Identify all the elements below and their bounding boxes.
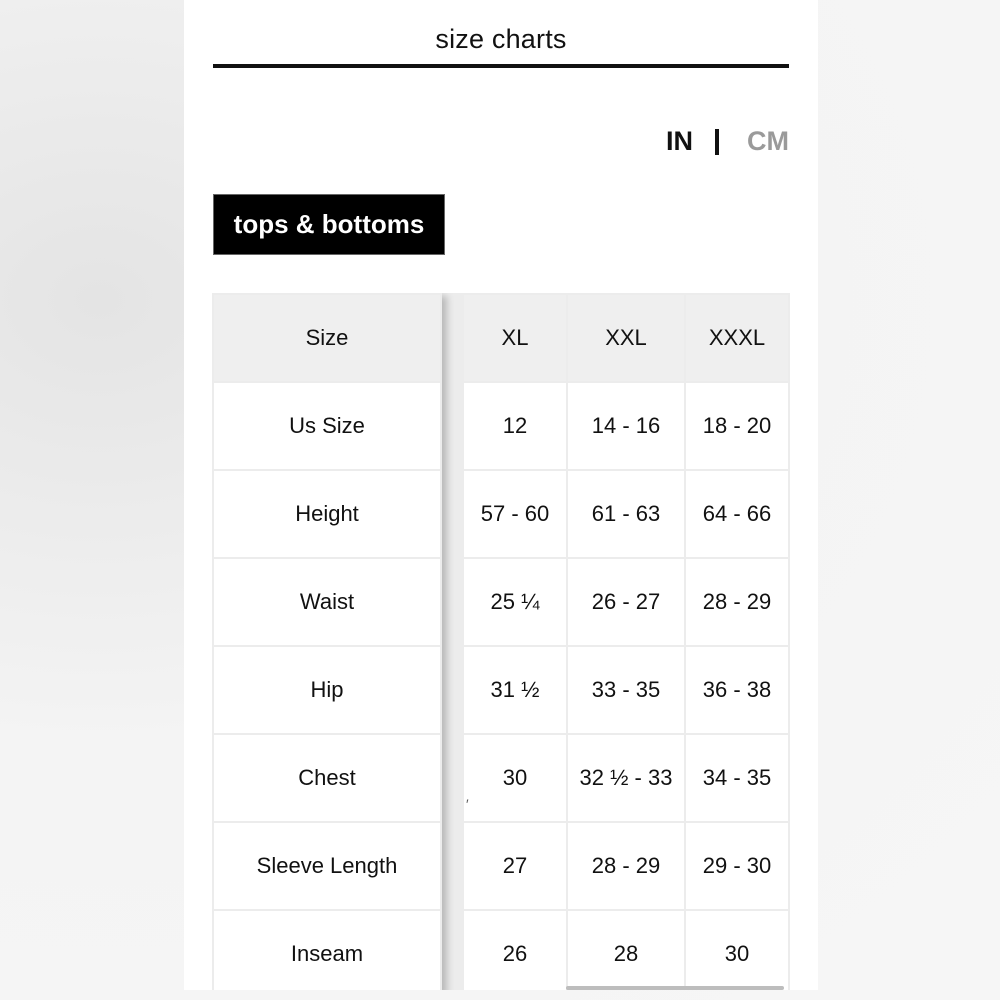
table-cell: 28 - 29 <box>568 823 684 909</box>
size-table[interactable] <box>212 293 790 990</box>
row-label-waist: Waist <box>214 559 440 645</box>
table-cell: 33 - 35 <box>568 647 684 733</box>
table-header-size: Size <box>214 295 440 381</box>
row-label-sleeve-length: Sleeve Length <box>214 823 440 909</box>
row-label-height: Height <box>214 471 440 557</box>
row-label-chest: Chest <box>214 735 440 821</box>
table-cell: 34 - 35 <box>686 735 788 821</box>
size-value-columns <box>462 293 790 990</box>
table-header-xl: XL <box>464 295 566 381</box>
scrolled-column-fragment: ′ <box>466 796 469 812</box>
size-label-column <box>212 293 442 990</box>
page-title: size charts <box>435 24 567 54</box>
row-label-inseam: Inseam <box>214 911 440 990</box>
row-label-hip: Hip <box>214 647 440 733</box>
table-cell: 64 - 66 <box>686 471 788 557</box>
table-cell: 57 - 60 <box>464 471 566 557</box>
unit-option-cm[interactable]: CM <box>747 126 789 156</box>
row-label-us-size: Us Size <box>214 383 440 469</box>
table-cell: 61 - 63 <box>568 471 684 557</box>
table-cell: 26 - 27 <box>568 559 684 645</box>
title-divider <box>213 64 789 68</box>
tab-tops-bottoms[interactable]: tops & bottoms <box>213 194 445 255</box>
table-cell: 30 <box>686 911 788 990</box>
table-cell: 32 ½ - 33 <box>568 735 684 821</box>
table-cell: 31 ½ <box>464 647 566 733</box>
table-cell: 28 - 29 <box>686 559 788 645</box>
table-cell: 36 - 38 <box>686 647 788 733</box>
table-cell: 18 - 20 <box>686 383 788 469</box>
table-cell: 26 <box>464 911 566 990</box>
table-header-xxxl: XXXL <box>686 295 788 381</box>
table-cell: 27 <box>464 823 566 909</box>
table-cell: 28 <box>568 911 684 990</box>
table-cell: 14 - 16 <box>568 383 684 469</box>
table-cell: 25 ¼ <box>464 559 566 645</box>
table-cell: 12 <box>464 383 566 469</box>
table-cell: 29 - 30 <box>686 823 788 909</box>
unit-separator <box>715 129 719 155</box>
table-horizontal-scrollbar[interactable] <box>566 986 784 990</box>
table-header-xxl: XXL <box>568 295 684 381</box>
size-chart-page <box>184 0 818 990</box>
table-cell: 30 <box>464 735 566 821</box>
unit-option-in[interactable]: IN <box>666 126 693 156</box>
unit-toggle <box>666 126 789 157</box>
